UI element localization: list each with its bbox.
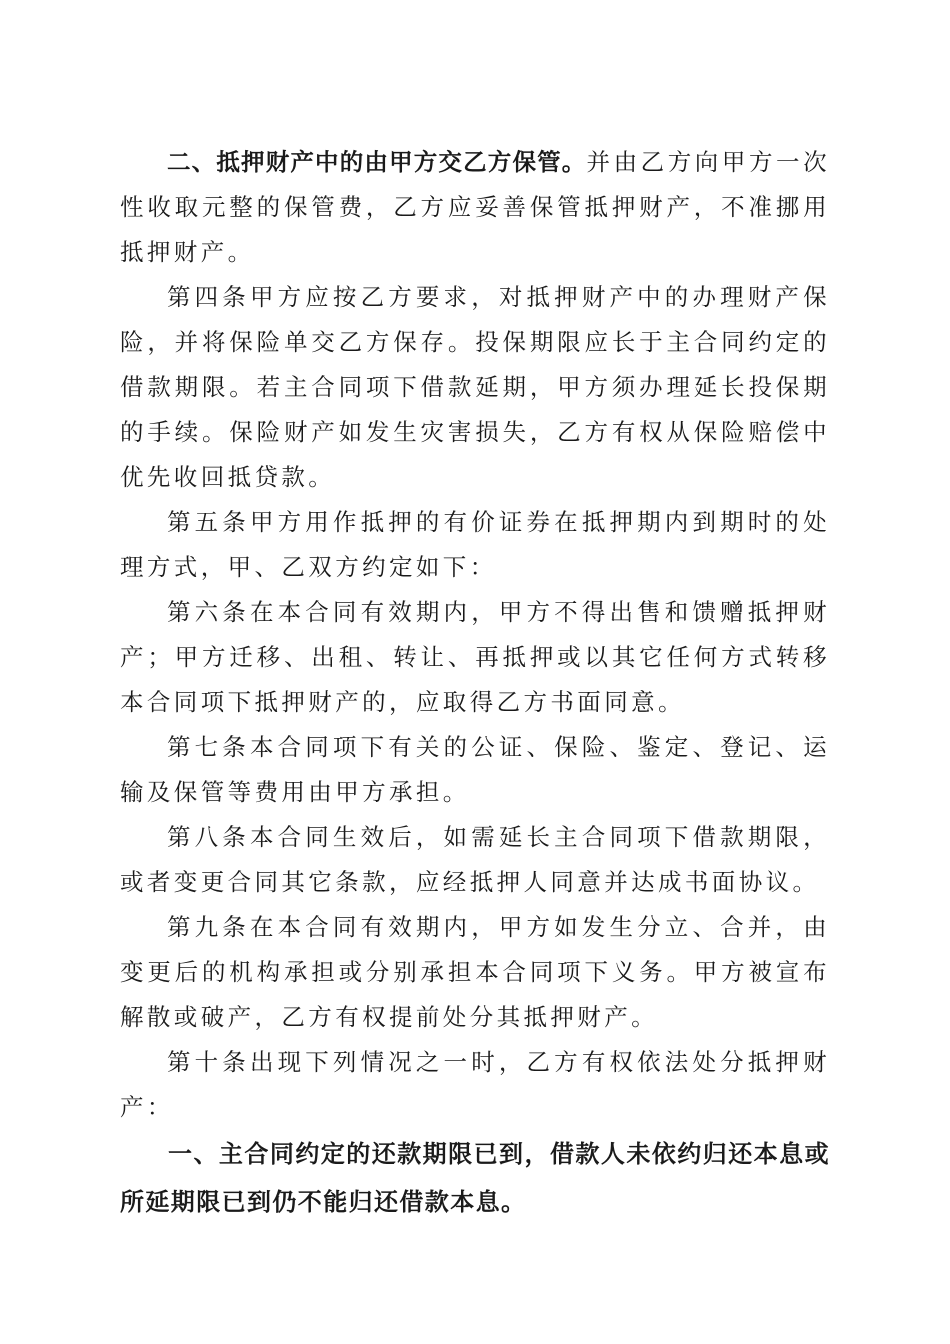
paragraph-custody-text: 并由乙方向甲方一次性收取元整的保管费，乙方应妥善保管抵押财产，不准挪用抵押财产。	[120, 148, 831, 266]
paragraph-article-4: 第四条甲方应按乙方要求，对抵押财产中的办理财产保险，并将保险单交乙方保存。投保期限应长于主合同约定的借款期限。若主合同项下借款延期，甲方须办理延长投保期的手续。保险财产如发生灾害损失，乙方有权从保险赔偿中优先收回抵贷款。	[120, 283, 830, 491]
paragraph-article-5: 第五条甲方用作抵押的有价证券在抵押期内到期时的处理方式，甲、乙双方约定如下：	[120, 508, 830, 581]
paragraph-article-6: 第六条在本合同有效期内，甲方不得出售和馈赠抵押财产；甲方迁移、出租、转让、再抵押或以其它任何方式转移本合同项下抵押财产的，应取得乙方书面同意。	[120, 598, 830, 716]
paragraph-custody-lead: 二、抵押财产中的由甲方交乙方保管。	[167, 148, 587, 176]
paragraph-custody	[120, 140, 830, 275]
paragraph-article-8: 第八条本合同生效后，如需延长主合同项下借款期限，或者变更合同其它条款，应经抵押人同意并达成书面协议。	[120, 823, 830, 896]
paragraph-article-9: 第九条在本合同有效期内，甲方如发生分立、合并，由变更后的机构承担或分别承担本合同项下义务。甲方被宣布解散或破产，乙方有权提前处分其抵押财产。	[120, 913, 830, 1031]
paragraph-article-7: 第七条本合同项下有关的公证、保险、鉴定、登记、运输及保管等费用由甲方承担。	[120, 733, 830, 806]
paragraph-article-10: 第十条出现下列情况之一时，乙方有权依法处分抵押财产：	[120, 1048, 830, 1121]
paragraph-article-10-item-1: 一、主合同约定的还款期限已到，借款人未依约归还本息或所延期限已到仍不能归还借款本息。	[120, 1140, 830, 1216]
document-body	[120, 140, 830, 1226]
